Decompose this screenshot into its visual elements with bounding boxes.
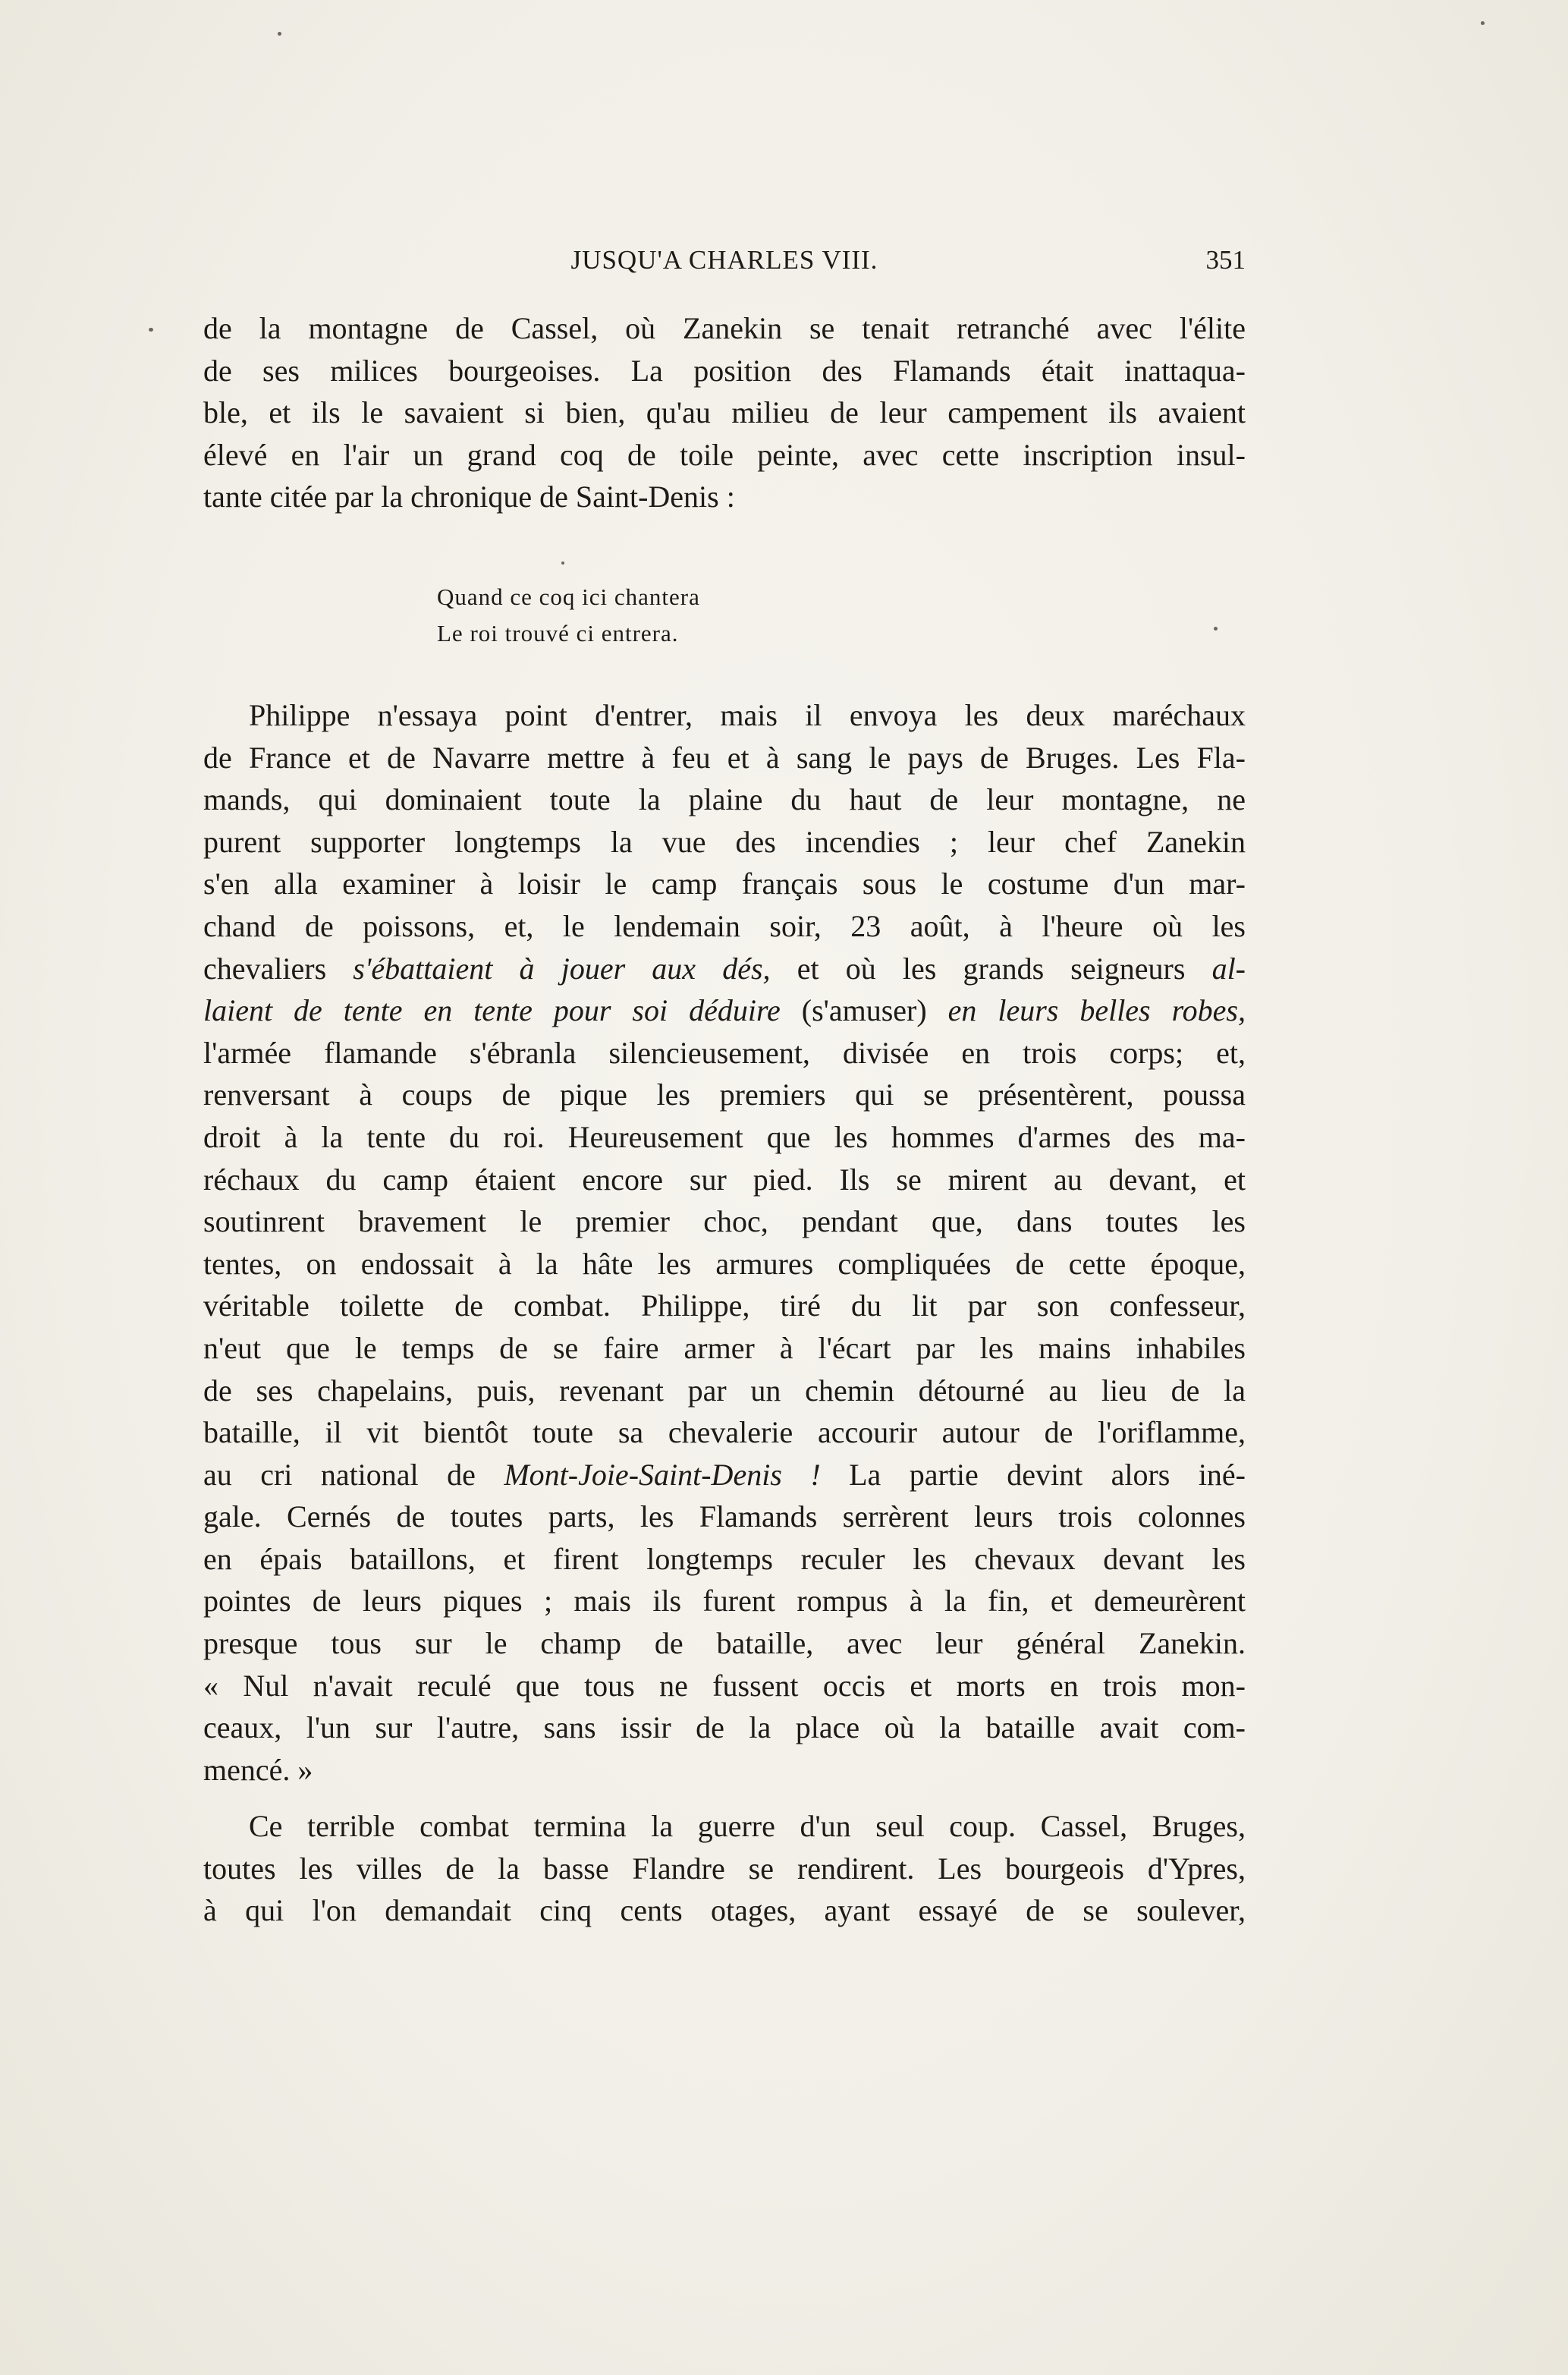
text-line: ble, et ils le savaient si bien, qu'au milieu de leur campement ils avaient (203, 395, 1246, 430)
verse-line: Le roi trouvé ci entrera. (437, 620, 679, 646)
text-line: droit à la tente du roi. Heureusement que les hommes d'armes des ma- (203, 1119, 1246, 1154)
text-run: (s'amuser) (780, 993, 948, 1028)
verse-quotation (437, 579, 700, 652)
text-line: à qui l'on demandait cinq cents otages, ayant essayé de se soulever, (203, 1893, 1246, 1928)
italic-quote: al- (1211, 951, 1246, 986)
text-line: réchaux du camp étaient encore sur pied. Ils se mirent au devant, et (203, 1162, 1246, 1197)
text-line: tentes, on endossait à la hâte les armures compliquées de cette époque, (203, 1246, 1246, 1281)
italic-quote: Mont-Joie-Saint-Denis ! (504, 1457, 821, 1492)
text-line: presque tous sur le champ de bataille, avec leur général Zanekin. (203, 1626, 1246, 1661)
text-line: Philippe n'essaya point d'entrer, mais il envoya les deux maréchaux (249, 698, 1246, 732)
text-line: mencé. » (203, 1752, 313, 1787)
running-head: JUSQU'A CHARLES VIII. (570, 245, 878, 275)
paper-speck (1481, 21, 1485, 25)
text-line: véritable toilette de combat. Philippe, tiré du lit par son confesseur, (203, 1288, 1246, 1323)
text-line: élevé en l'air un grand coq de toile peinte, avec cette inscription insul- (203, 437, 1246, 472)
text-line: tante citée par la chronique de Saint-Denis : (203, 480, 735, 514)
text-line-mixed (203, 989, 1246, 1032)
paper-speck (1214, 627, 1218, 631)
text-line: en épais bataillons, et firent longtemps reculer les chevaux devant les (203, 1541, 1246, 1576)
paragraph-2 (203, 694, 1246, 1791)
text-line: renversant à coups de pique les premiers qui se présentèrent, poussa (203, 1077, 1246, 1112)
text-run: La partie devint alors iné- (820, 1457, 1246, 1492)
italic-quote: s'ébattaient à jouer aux dés, (353, 951, 771, 986)
text-line: chand de poissons, et, le lendemain soir, 23 août, à l'heure où les (203, 908, 1246, 943)
text-line: gale. Cernés de toutes parts, les Flamands serrèrent leurs trois colonnes (203, 1499, 1246, 1534)
paragraph-3 (203, 1805, 1246, 1932)
text-line: de ses chapelains, puis, revenant par un chemin détourné au lieu de la (203, 1373, 1246, 1408)
verse-line: Quand ce coq ici chantera (437, 584, 700, 610)
paragraph-1 (203, 307, 1246, 518)
page-number: 351 (1205, 245, 1246, 275)
text-run: au cri national de (203, 1457, 504, 1492)
text-line: s'en alla examiner à loisir le camp français sous le costume d'un mar- (203, 867, 1246, 901)
text-line: purent supporter longtemps la vue des incendies ; leur chef Zanekin (203, 824, 1246, 859)
paper-speck (561, 562, 564, 565)
text-line: bataille, il vit bientôt toute sa chevalerie accourir autour de l'oriflamme, (203, 1415, 1246, 1450)
italic-quote: laient de tente en tente pour soi déduire (203, 993, 781, 1028)
text-line-mixed (203, 948, 1246, 990)
text-line: mands, qui dominaient toute la plaine du haut de leur montagne, ne (203, 782, 1246, 817)
paper-speck (149, 328, 153, 332)
text-line: « Nul n'avait reculé que tous ne fussent occis et morts en trois mon- (203, 1668, 1246, 1703)
text-line: pointes de leurs piques ; mais ils furent rompus à la fin, et demeurèrent (203, 1584, 1246, 1618)
text-line: soutinrent bravement le premier choc, pendant que, dans toutes les (203, 1204, 1246, 1239)
italic-quote: en leurs belles robes, (947, 993, 1246, 1028)
text-run: et où les grands seigneurs (770, 951, 1212, 986)
text-line: de la montagne de Cassel, où Zanekin se tenait retranché avec l'élite (203, 311, 1246, 345)
paper-speck (278, 32, 281, 36)
text-line: de France et de Navarre mettre à feu et à sang le pays de Bruges. Les Fla- (203, 740, 1246, 775)
text-line-mixed (203, 1454, 1246, 1496)
text-line: n'eut que le temps de se faire armer à l'écart par les mains inhabiles (203, 1330, 1246, 1365)
text-line: de ses milices bourgeoises. La position des Flamands était inattaqua- (203, 353, 1246, 388)
text-line: Ce terrible combat termina la guerre d'un seul coup. Cassel, Bruges, (249, 1809, 1246, 1843)
text-line: l'armée flamande s'ébranla silencieusement, divisée en trois corps; et, (203, 1035, 1246, 1070)
text-line: toutes les villes de la basse Flandre se rendirent. Les bourgeois d'Ypres, (203, 1851, 1246, 1886)
page-header (203, 241, 1246, 279)
text-line: ceaux, l'un sur l'autre, sans issir de la place où la bataille avait com- (203, 1710, 1246, 1745)
text-run: chevaliers (203, 951, 354, 986)
